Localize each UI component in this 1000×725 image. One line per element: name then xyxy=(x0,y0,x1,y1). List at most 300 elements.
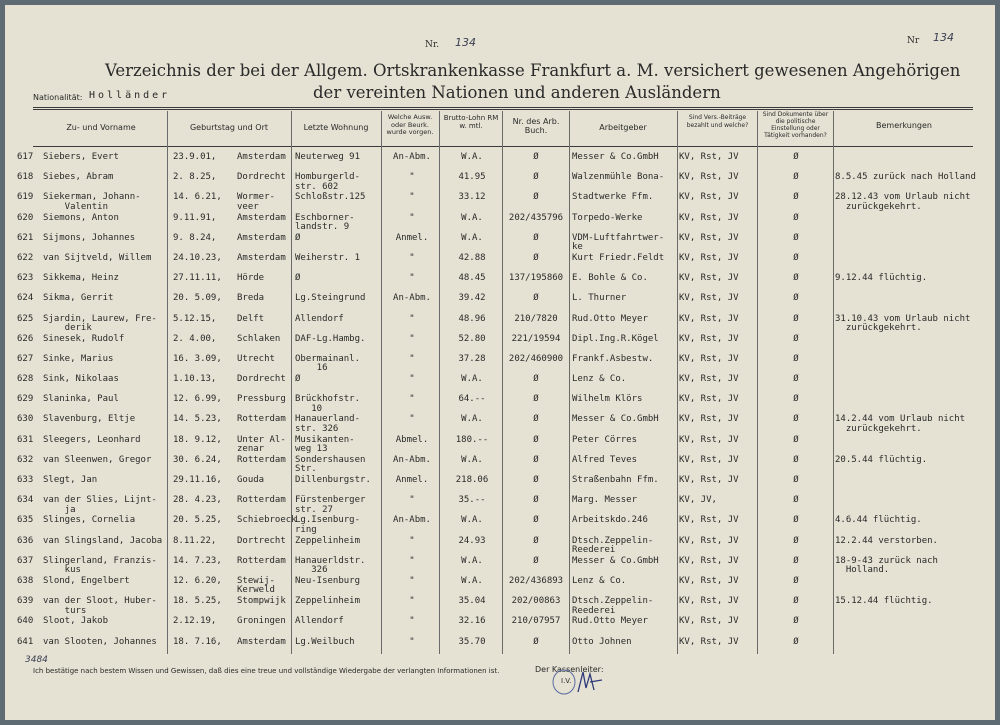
cell-action: " xyxy=(409,414,415,425)
cell-book: 210/07957 xyxy=(511,616,561,627)
archive-stamp-number: 3484 xyxy=(25,655,48,665)
cell-wage: W.A. xyxy=(461,575,483,586)
cell-name: van der Sloot, Huber- turs xyxy=(43,596,157,616)
cell-book: 202/435796 xyxy=(508,212,564,223)
cell-nr: 639 xyxy=(17,596,34,607)
cell-wage: W.A. xyxy=(461,555,483,566)
cell-remark: 9.12.44 flüchtig. xyxy=(835,273,928,284)
cell-wage: W.A. xyxy=(461,152,483,162)
signature-icon xyxy=(550,660,610,702)
cell-birth: 9.11.91, xyxy=(173,212,217,223)
table-row xyxy=(5,292,995,312)
cell-contrib: KV, Rst, JV xyxy=(679,152,739,162)
number-label-right: Nr xyxy=(907,36,920,46)
cell-action: " xyxy=(409,616,415,627)
cell-employer: Wilhelm Klörs xyxy=(572,394,643,405)
cell-action: An-Abm. xyxy=(393,454,431,465)
header-bottom-rule xyxy=(33,146,973,147)
cell-remark: 14.2.44 vom Urlaub nicht zurückgekehrt. xyxy=(835,414,966,434)
cell-employer: Messer & Co.GmbH xyxy=(572,555,659,566)
cell-remark: 18-9-43 zurück nach Holland. xyxy=(835,555,938,576)
cell-nr: 632 xyxy=(17,454,34,465)
column-header-departure: Welche Ausw. oder Beurk. wurde vorgen. xyxy=(386,113,434,136)
cell-contrib: KV, Rst, JV xyxy=(679,636,739,647)
cell-employer: Rud.Otto Meyer xyxy=(572,313,648,324)
document-page xyxy=(5,5,995,720)
cell-place: Amsterdam xyxy=(237,152,286,162)
cell-birth: 18. 9.12, xyxy=(173,434,222,445)
cell-book: Ø xyxy=(533,192,539,203)
cell-book: 202/460900 xyxy=(508,353,564,364)
cell-name: Sloot, Jakob xyxy=(43,616,109,627)
cell-book: 210/7820 xyxy=(514,313,558,324)
cell-employer: VDM-Luftfahrtwer- ke xyxy=(572,232,665,253)
title-rule-1 xyxy=(33,107,973,108)
cell-employer: Frankf.Asbestw. xyxy=(572,353,654,364)
cell-address: Hanauerland- str. 326 xyxy=(295,414,361,434)
cell-docs: Ø xyxy=(793,353,799,364)
cell-nr: 624 xyxy=(17,293,34,304)
table-row xyxy=(5,151,995,171)
column-header-wage: Brutto-Lohn RM w. mtl. xyxy=(443,114,499,130)
table-row xyxy=(5,333,995,353)
cell-place: Rotterdam xyxy=(237,454,286,465)
cell-wage: 48.96 xyxy=(458,313,486,324)
cell-book: 202/00863 xyxy=(511,596,561,607)
cell-birth: 2. 4.00, xyxy=(173,333,217,344)
cell-birth: 29.11.16, xyxy=(173,475,222,485)
cell-address: Musikanten- weg 13 xyxy=(295,434,355,455)
cell-contrib: KV, Rst, JV xyxy=(679,313,739,324)
cell-employer: Peter Cörres xyxy=(572,434,638,445)
cell-action: " xyxy=(409,636,415,647)
cell-contrib: KV, Rst, JV xyxy=(679,616,739,627)
cell-action: " xyxy=(409,333,415,344)
cell-birth: 18. 5.25, xyxy=(173,596,222,607)
cell-address: Ø xyxy=(295,232,301,243)
cell-remark: 4.6.44 flüchtig. xyxy=(835,515,922,526)
cell-contrib: KV, Rst, JV xyxy=(679,454,739,465)
cell-docs: Ø xyxy=(793,232,799,243)
cell-birth: 5.12.15, xyxy=(173,313,217,324)
cell-nr: 619 xyxy=(17,192,34,203)
table-row xyxy=(5,393,995,413)
table-row xyxy=(5,272,995,292)
table-row xyxy=(5,595,995,615)
cell-action: " xyxy=(409,575,415,586)
cell-name: Slaninka, Paul xyxy=(43,394,119,405)
cell-wage: W.A. xyxy=(461,515,483,526)
table-row xyxy=(5,313,995,333)
cell-nr: 631 xyxy=(17,434,34,445)
cell-employer: Messer & Co.GmbH xyxy=(572,414,659,425)
cell-address: Brückhofstr. 10 xyxy=(295,394,361,414)
cell-nr: 641 xyxy=(17,636,34,647)
cell-place: Schlaken xyxy=(237,333,281,344)
cell-book: Ø xyxy=(533,454,539,465)
cell-birth: 2. 8.25, xyxy=(173,172,217,183)
cell-name: Sleegers, Leonhard xyxy=(43,434,141,445)
cell-nr: 640 xyxy=(17,616,34,627)
cell-address: Zeppelinheim xyxy=(295,596,361,607)
cell-address: Obermainanl. 16 xyxy=(295,353,361,374)
cell-employer: L. Thurner xyxy=(572,293,627,304)
cell-docs: Ø xyxy=(793,575,799,586)
cell-address: Hanauerldstr. 326 xyxy=(295,555,366,576)
cell-place: Delft xyxy=(237,313,265,324)
cell-book: Ø xyxy=(533,434,539,445)
cell-birth: 14. 6.21, xyxy=(173,192,222,203)
cell-book: Ø xyxy=(533,475,539,485)
cell-address: Zeppelinheim xyxy=(295,535,361,546)
table-row xyxy=(5,232,995,252)
cell-docs: Ø xyxy=(793,252,799,263)
cell-place: Rotterdam xyxy=(237,414,286,425)
cell-action: " xyxy=(409,313,415,324)
cell-contrib: KV, Rst, JV xyxy=(679,535,739,546)
cell-action: " xyxy=(409,596,415,607)
cell-remark: 12.2.44 verstorben. xyxy=(835,535,938,546)
cell-employer: Rud.Otto Meyer xyxy=(572,616,648,627)
cell-contrib: KV, Rst, JV xyxy=(679,596,739,607)
cell-name: Slegt, Jan xyxy=(43,475,98,485)
cell-place: Breda xyxy=(237,293,265,304)
cell-action: " xyxy=(409,495,415,506)
cell-book: Ø xyxy=(533,394,539,405)
cell-name: Siemons, Anton xyxy=(43,212,119,223)
cell-birth: 8.11.22, xyxy=(173,535,217,546)
table-row xyxy=(5,434,995,454)
cell-contrib: KV, Rst, JV xyxy=(679,475,739,485)
cell-contrib: KV, Rst, JV xyxy=(679,333,739,344)
cell-book: Ø xyxy=(533,414,539,425)
number-value-left: 134 xyxy=(455,36,476,49)
cell-nr: 636 xyxy=(17,535,34,546)
cell-action: Abmel. xyxy=(395,434,429,445)
cell-birth: 24.10.23, xyxy=(173,252,222,263)
cell-birth: 12. 6.20, xyxy=(173,575,222,586)
cell-place: Dordrecht xyxy=(237,172,286,183)
cell-action: An-Abm. xyxy=(393,152,431,162)
cell-birth: 2.12.19, xyxy=(173,616,217,627)
cell-birth: 14. 5.23, xyxy=(173,414,222,425)
cell-action: " xyxy=(409,212,415,223)
cell-remark: 28.12.43 vom Urlaub nicht zurückgekehrt. xyxy=(835,192,971,212)
cell-action: An-Abm. xyxy=(393,293,431,304)
cell-action: " xyxy=(409,374,415,385)
cell-docs: Ø xyxy=(793,212,799,223)
cell-wage: 42.88 xyxy=(458,252,486,263)
cashier-label: Der Kassenleiter: xyxy=(535,665,604,674)
cell-book: 202/436893 xyxy=(508,575,564,586)
cell-name: Sikkema, Heinz xyxy=(43,273,119,284)
cell-wage: 37.28 xyxy=(458,353,486,364)
cell-nr: 621 xyxy=(17,232,34,243)
cell-nr: 628 xyxy=(17,374,34,385)
cell-name: van Sleenwen, Gregor xyxy=(43,454,152,465)
cell-place: Dortrecht xyxy=(237,535,286,546)
cell-address: Allendorf xyxy=(295,313,344,324)
cell-action: " xyxy=(409,273,415,284)
cell-place: Amsterdam xyxy=(237,252,286,263)
table-row xyxy=(5,636,995,656)
cell-docs: Ø xyxy=(793,152,799,162)
cell-docs: Ø xyxy=(793,495,799,506)
table-row xyxy=(5,575,995,595)
cell-birth: 27.11.11, xyxy=(173,273,222,284)
cell-place: Amsterdam xyxy=(237,232,286,243)
cell-employer: Dtsch.Zeppelin- Reederei xyxy=(572,535,654,556)
table-row xyxy=(5,373,995,393)
cell-wage: W.A. xyxy=(461,232,483,243)
cell-address: Dillenburgstr. xyxy=(295,475,371,485)
cell-address: Weiherstr. 1 xyxy=(295,252,361,263)
cell-name: Sinesek, Rudolf xyxy=(43,333,125,344)
cell-nr: 635 xyxy=(17,515,34,526)
cell-address: Homburgerld- str. 602 xyxy=(295,172,361,192)
cell-contrib: KV, JV, xyxy=(679,495,717,506)
table-row xyxy=(5,413,995,433)
cell-docs: Ø xyxy=(793,192,799,203)
cell-address: Sondershausen Str. xyxy=(295,454,366,475)
cell-contrib: KV, Rst, JV xyxy=(679,212,739,223)
cell-place: Schiebroeck xyxy=(237,515,297,526)
cell-place: Gouda xyxy=(237,475,265,485)
table-row xyxy=(5,252,995,272)
cell-nr: 629 xyxy=(17,394,34,405)
column-header-documents: Sind Dokumente über die politische Einstellung oder Tätigkeit vorhanden? xyxy=(762,111,829,139)
cell-docs: Ø xyxy=(793,313,799,324)
cell-birth: 16. 3.09, xyxy=(173,353,222,364)
cell-wage: 48.45 xyxy=(458,273,486,284)
cell-remark: 8.5.45 zurück nach Holland xyxy=(835,172,976,183)
cell-nr: 620 xyxy=(17,212,34,223)
cell-contrib: KV, Rst, JV xyxy=(679,394,739,405)
cell-birth: 9. 8.24, xyxy=(173,232,217,243)
cell-name: Siebers, Evert xyxy=(43,152,119,162)
cashier-iv: I.V. xyxy=(561,677,572,685)
cell-docs: Ø xyxy=(793,535,799,546)
cell-book: Ø xyxy=(533,374,539,385)
column-header-contributions: Sind Vers.-Beiträge bezahlt und welche? xyxy=(686,114,749,129)
cell-birth: 20. 5.09, xyxy=(173,293,222,304)
column-header-birth: Geburtstag und Ort xyxy=(189,123,268,132)
cell-action: " xyxy=(409,394,415,405)
cell-book: Ø xyxy=(533,515,539,526)
cell-docs: Ø xyxy=(793,293,799,304)
cell-book: Ø xyxy=(533,495,539,506)
cell-contrib: KV, Rst, JV xyxy=(679,172,739,183)
cell-address: Allendorf xyxy=(295,616,344,627)
table-row xyxy=(5,494,995,514)
cell-action: " xyxy=(409,172,415,183)
cell-wage: W.A. xyxy=(461,212,483,223)
cell-address: DAF-Lg.Hambg. xyxy=(295,333,366,344)
cell-wage: W.A. xyxy=(461,414,483,425)
cell-name: Siekerman, Johann- Valentin xyxy=(43,192,141,212)
cell-employer: E. Bohle & Co. xyxy=(572,273,648,284)
cell-employer: Dtsch.Zeppelin- Reederei xyxy=(572,596,654,616)
cell-docs: Ø xyxy=(793,414,799,425)
cell-action: " xyxy=(409,353,415,364)
cell-employer: Stadtwerke Ffm. xyxy=(572,192,654,203)
cell-name: Sink, Nikolaas xyxy=(43,374,119,385)
cell-address: Neu-Isenburg xyxy=(295,575,361,586)
cell-wage: 35.04 xyxy=(458,596,486,607)
cell-action: Anmel. xyxy=(395,232,429,243)
table-row xyxy=(5,353,995,373)
column-header-address: Letzte Wohnung xyxy=(303,123,369,132)
cell-address: Lg.Isenburg- ring xyxy=(295,515,361,535)
table-row xyxy=(5,514,995,534)
table-row xyxy=(5,474,995,494)
cell-contrib: KV, Rst, JV xyxy=(679,252,739,263)
cell-name: Slavenburg, Eltje xyxy=(43,414,136,425)
cell-wage: 35.-- xyxy=(458,495,486,506)
cell-name: van Sijtveld, Willem xyxy=(43,252,152,263)
cell-docs: Ø xyxy=(793,596,799,607)
cell-place: Utrecht xyxy=(237,353,275,364)
cell-action: " xyxy=(409,252,415,263)
cell-contrib: KV, Rst, JV xyxy=(679,273,739,284)
cell-nr: 617 xyxy=(17,152,34,162)
cell-place: Hörde xyxy=(237,273,265,284)
cell-place: Groningen xyxy=(237,616,286,627)
cell-contrib: KV, Rst, JV xyxy=(679,414,739,425)
cell-nr: 618 xyxy=(17,172,34,183)
cell-name: Slingerland, Franzis- kus xyxy=(43,555,157,576)
cell-contrib: KV, Rst, JV xyxy=(679,575,739,586)
cell-contrib: KV, Rst, JV xyxy=(679,353,739,364)
cell-contrib: KV, Rst, JV xyxy=(679,374,739,385)
cell-docs: Ø xyxy=(793,394,799,405)
cell-contrib: KV, Rst, JV xyxy=(679,232,739,243)
table-row xyxy=(5,535,995,555)
table-row xyxy=(5,454,995,474)
cell-nr: 633 xyxy=(17,475,34,485)
page-title-line1: Verzeichnis der bei der Allgem. Ortskrankenkasse Frankfurt a. M. versichert gewesenen Angehörigen xyxy=(105,61,961,80)
certification-text: Ich bestätige nach bestem Wissen und Gewissen, daß dies eine treue und vollständige Wiedergabe der verlangten Informationen ist. xyxy=(33,667,500,675)
cell-place: Unter Al- zenar xyxy=(237,434,286,455)
cell-address: Schloßstr.125 xyxy=(295,192,366,203)
cell-wage: 218.06 xyxy=(455,475,489,485)
cell-book: Ø xyxy=(533,293,539,304)
cell-nr: 634 xyxy=(17,495,34,506)
cell-docs: Ø xyxy=(793,333,799,344)
cell-place: Pressburg xyxy=(237,394,286,405)
register-table-body xyxy=(5,151,995,656)
cell-action: An-Abm. xyxy=(393,515,431,526)
page-title-line2: der vereinten Nationen und anderen Ausländern xyxy=(313,83,721,102)
cell-docs: Ø xyxy=(793,374,799,385)
cell-name: Sjardin, Laurew, Fre- derik xyxy=(43,313,157,333)
cell-place: Rotterdam xyxy=(237,495,286,506)
cell-nr: 626 xyxy=(17,333,34,344)
cell-docs: Ø xyxy=(793,636,799,647)
cell-wage: W.A. xyxy=(461,374,483,385)
cell-birth: 14. 7.23, xyxy=(173,555,222,566)
cell-wage: W.A. xyxy=(461,454,483,465)
cell-nr: 638 xyxy=(17,575,34,586)
cell-docs: Ø xyxy=(793,172,799,183)
cell-wage: 41.95 xyxy=(458,172,486,183)
cell-docs: Ø xyxy=(793,555,799,566)
cell-docs: Ø xyxy=(793,434,799,445)
cell-employer: Alfred Teves xyxy=(572,454,638,465)
cell-contrib: KV, Rst, JV xyxy=(679,515,739,526)
cell-book: Ø xyxy=(533,535,539,546)
cell-book: Ø xyxy=(533,252,539,263)
cell-action: Anmel. xyxy=(395,475,429,485)
cell-address: Neuterweg 91 xyxy=(295,152,361,162)
cell-place: Stewij- Kerweld xyxy=(237,575,275,596)
cell-docs: Ø xyxy=(793,273,799,284)
table-row xyxy=(5,212,995,232)
table-row xyxy=(5,555,995,575)
cell-name: Slond, Engelbert xyxy=(43,575,130,586)
cell-name: Sikma, Gerrit xyxy=(43,293,114,304)
cell-employer: Lenz & Co. xyxy=(572,374,627,385)
cell-remark: 31.10.43 vom Urlaub nicht zurückgekehrt. xyxy=(835,313,971,333)
cell-place: Amsterdam xyxy=(237,636,286,647)
cell-birth: 18. 7.16, xyxy=(173,636,222,647)
cell-contrib: KV, Rst, JV xyxy=(679,192,739,203)
cell-birth: 28. 4.23, xyxy=(173,495,222,506)
cell-remark: 20.5.44 flüchtig. xyxy=(835,454,928,465)
cell-book: Ø xyxy=(533,555,539,566)
cell-book: Ø xyxy=(533,172,539,183)
cell-contrib: KV, Rst, JV xyxy=(679,434,739,445)
cell-book: Ø xyxy=(533,636,539,647)
cell-book: Ø xyxy=(533,232,539,243)
cell-docs: Ø xyxy=(793,616,799,627)
cell-wage: 64.-- xyxy=(458,394,486,405)
cell-nr: 622 xyxy=(17,252,34,263)
cell-address: Ø xyxy=(295,273,301,284)
table-row xyxy=(5,615,995,635)
title-rule-2 xyxy=(33,109,973,110)
cell-action: " xyxy=(409,535,415,546)
cell-contrib: KV, Rst, JV xyxy=(679,555,739,566)
number-label-left: Nr. xyxy=(425,40,440,50)
cell-place: Rotterdam xyxy=(237,555,286,566)
cell-action: " xyxy=(409,192,415,203)
cell-birth: 12. 6.99, xyxy=(173,394,222,405)
cell-docs: Ø xyxy=(793,475,799,485)
cell-birth: 23.9.01, xyxy=(173,152,217,162)
nationality-value: Holländer xyxy=(89,90,171,101)
cell-employer: Otto Johnen xyxy=(572,636,632,647)
cell-wage: 52.80 xyxy=(458,333,486,344)
cell-wage: 180.-- xyxy=(455,434,489,445)
number-value-right: 134 xyxy=(933,31,954,44)
cell-docs: Ø xyxy=(793,454,799,465)
cell-name: Slinges, Cornelia xyxy=(43,515,136,526)
cell-name: Sijmons, Johannes xyxy=(43,232,136,243)
cell-place: Stompwijk xyxy=(237,596,286,607)
cell-address: Ø xyxy=(295,374,301,385)
cell-docs: Ø xyxy=(793,515,799,526)
cell-nr: 637 xyxy=(17,555,34,566)
column-header-remarks: Bemerkungen xyxy=(875,121,932,130)
cell-nr: 623 xyxy=(17,273,34,284)
cell-wage: 33.12 xyxy=(458,192,486,203)
cell-book: Ø xyxy=(533,152,539,162)
cell-birth: 30. 6.24, xyxy=(173,454,222,465)
cell-address: Lg.Weilbuch xyxy=(295,636,355,647)
cell-place: Dordrecht xyxy=(237,374,286,385)
cell-employer: Dipl.Ing.R.Kögel xyxy=(572,333,659,344)
